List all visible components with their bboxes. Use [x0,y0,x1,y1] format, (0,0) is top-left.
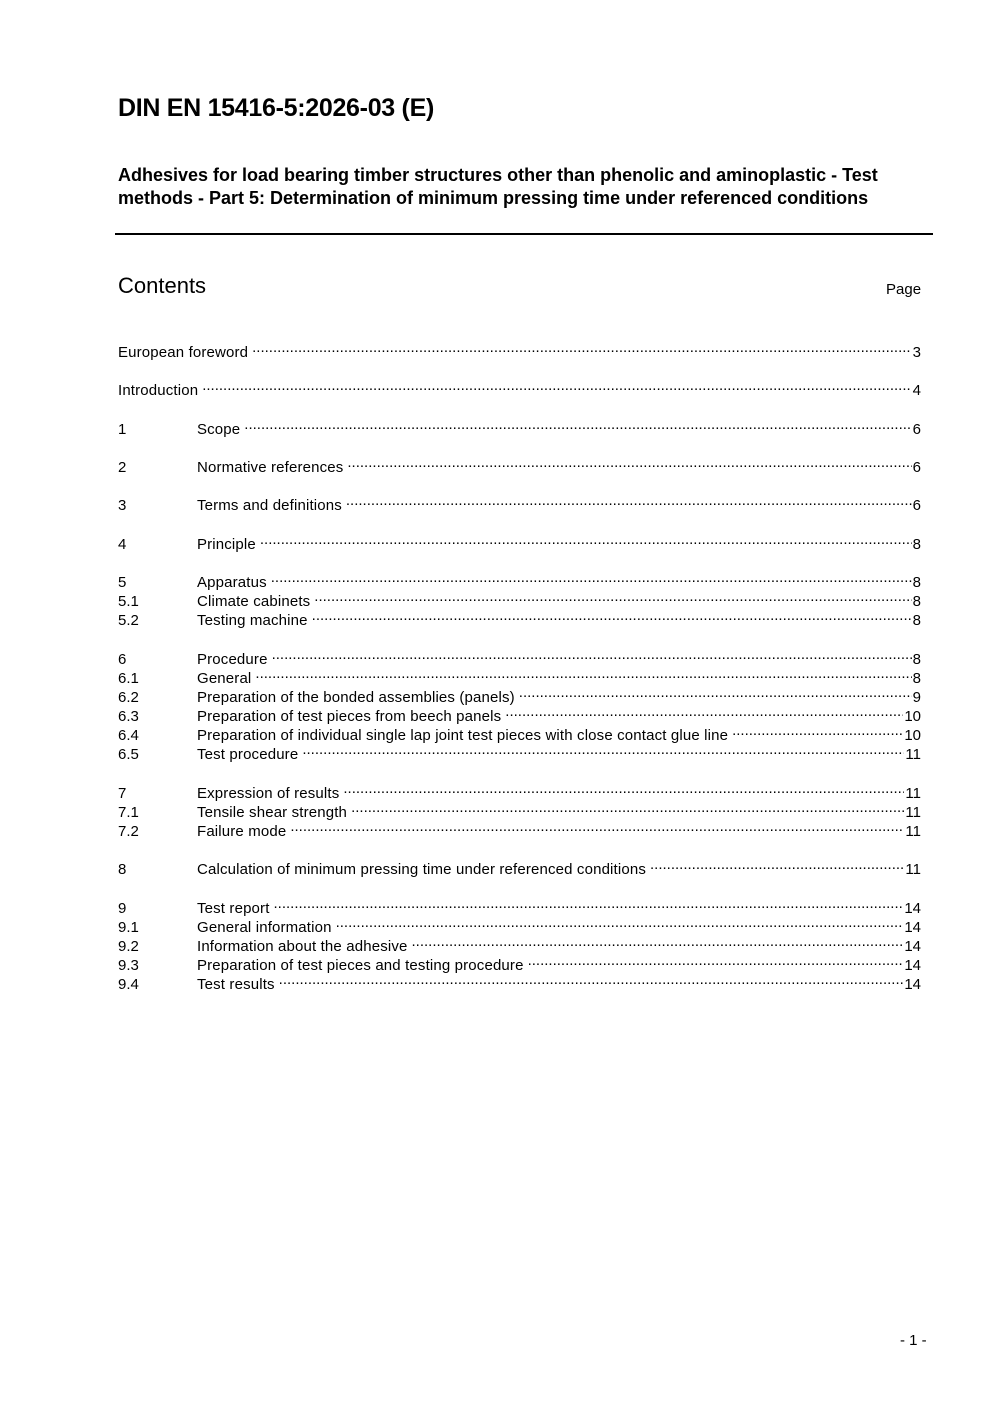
toc-dot-leader [343,779,904,798]
toc-entry-title: Calculation of minimum pressing time under referenced conditions [197,861,646,879]
toc-dot-leader [314,587,911,606]
toc-dot-leader [519,683,912,702]
toc-entry-page: 14 [904,937,921,955]
toc-entry-number: 3 [118,497,127,515]
toc-entry-title: Expression of results [197,784,340,802]
toc-entry-number: 7.1 [118,803,139,821]
toc-entry-number: 8 [118,861,127,879]
toc-entry-page: 11 [905,746,921,764]
toc-dot-leader [279,970,904,989]
toc-dot-leader [290,817,904,836]
toc-entry[interactable] [118,855,921,879]
toc-entry[interactable] [118,491,921,515]
toc-entry-page: 4 [912,382,921,400]
toc-entry-title: Apparatus [197,573,267,591]
toc-entry-page: 3 [912,344,921,361]
toc-entry-page: 8 [912,669,921,687]
toc-entry-page: 8 [912,650,921,668]
toc-dot-leader [255,664,911,683]
toc-entry-page: 8 [912,612,921,630]
toc-dot-leader [271,568,912,587]
toc-entry[interactable] [118,415,921,438]
toc-entry-page: 11 [905,861,921,879]
toc-entry-title: Principle [197,535,256,553]
toc-dot-leader [244,415,911,434]
toc-dot-leader [252,338,912,357]
page-number: - 1 - [900,1332,927,1349]
contents-heading: Contents [118,273,207,298]
toc-entry-page: 8 [912,573,921,591]
toc-dot-leader [346,491,912,510]
toc-entry[interactable] [118,645,921,668]
toc-entry-page: 8 [912,535,921,553]
toc-entry-page: 11 [905,803,921,821]
toc-entry-number: 6.5 [118,746,139,764]
toc-entry-number: 6.2 [118,688,139,706]
document-id: DIN EN 15416-5:2026-03 (E) [118,94,434,122]
title-divider [115,233,933,235]
toc-dot-leader [302,740,904,759]
toc-entry-number: 6.4 [118,727,139,745]
toc-entry-page: 14 [904,976,921,994]
toc-entry-page: 10 [904,708,921,725]
toc-dot-leader [272,645,912,664]
toc-dot-leader [528,951,904,970]
toc-entry-title: Scope [197,420,241,438]
toc-dot-leader [312,606,912,625]
toc-entry-page: 14 [904,918,921,936]
toc-entry-page: 10 [904,727,921,745]
toc-entry-page: 6 [912,458,921,476]
toc-entry-number: 6 [118,650,127,668]
toc-entry-title: Preparation of test pieces and testing procedure [197,956,524,974]
toc-dot-leader [274,894,904,913]
toc-entry-title: Test results [197,976,275,994]
toc-entry[interactable] [118,376,921,400]
toc-entry-number: 7 [118,784,127,802]
toc-entry-number: 6.3 [118,708,139,725]
toc-dot-leader [202,376,911,395]
toc-entry-title: European foreword [118,344,249,361]
toc-entry-title: Failure mode [197,822,287,840]
toc-entry-title: General [197,669,252,687]
toc-dot-leader [260,530,912,549]
toc-entry-number: 5.2 [118,612,139,630]
toc-dot-leader [336,913,904,932]
toc-entry-number: 1 [118,420,127,438]
toc-entry-number: 5 [118,573,127,591]
toc-entry-title: Preparation of the bonded assemblies (panels) [197,688,515,706]
toc-dot-leader [411,932,903,951]
toc-entry-title: General information [197,918,332,936]
toc-entry-title: Test report [197,899,270,917]
toc-entry-number: 6.1 [118,669,139,687]
toc-entry-number: 9.3 [118,956,139,974]
toc-entry-title: Introduction [118,382,199,400]
toc-dot-leader [351,798,904,817]
toc-entry-title: Test procedure [197,746,299,764]
toc-entry-page: 11 [905,822,921,840]
toc-entry-title: Climate cabinets [197,593,311,611]
toc-entry-title: Normative references [197,458,344,476]
toc-entry-page: 9 [912,688,921,706]
document-title: Adhesives for load bearing timber structures other than phenolic and aminoplastic - Test methods - Part 5: Determination of minimum pressing time under referenced conditions [118,165,878,208]
toc-entry-title: Preparation of test pieces from beech panels [197,708,502,725]
toc-dot-leader [505,702,903,721]
toc-entry-page: 6 [912,497,921,515]
toc-entry[interactable] [118,453,921,476]
page-column-label: Page [886,281,922,298]
toc-entry-number: 4 [118,535,127,553]
toc-entry-number: 9.4 [118,976,139,994]
toc-entry-page: 8 [912,593,921,611]
table-of-contents [118,338,921,994]
toc-entry-title: Tensile shear strength [197,803,348,821]
toc-dot-leader [650,855,904,874]
toc-entry-page: 14 [904,956,921,974]
toc-entry-page: 11 [905,784,921,802]
toc-entry[interactable] [118,338,921,361]
toc-entry-page: 6 [912,420,921,438]
toc-entry[interactable] [118,779,921,802]
toc-entry-title: Information about the adhesive [197,937,408,955]
toc-entry[interactable] [118,530,921,553]
toc-dot-leader [347,453,911,472]
toc-entry-number: 7.2 [118,822,139,840]
toc-entry[interactable] [118,894,921,917]
toc-entry-title: Procedure [197,650,268,668]
toc-entry-title: Testing machine [197,612,308,630]
toc-entry-number: 9.2 [118,937,139,955]
toc-entry-title: Preparation of individual single lap joint test pieces with close contact glue line [197,727,729,745]
toc-entry[interactable] [118,568,921,591]
toc-entry-number: 9.1 [118,918,139,936]
toc-entry-page: 14 [904,899,921,917]
toc-entry-number: 9 [118,899,127,917]
toc-dot-leader [732,721,903,740]
toc-entry-number: 2 [118,458,127,476]
toc-entry-number: 5.1 [118,593,139,611]
toc-entry-title: Terms and definitions [197,497,342,515]
